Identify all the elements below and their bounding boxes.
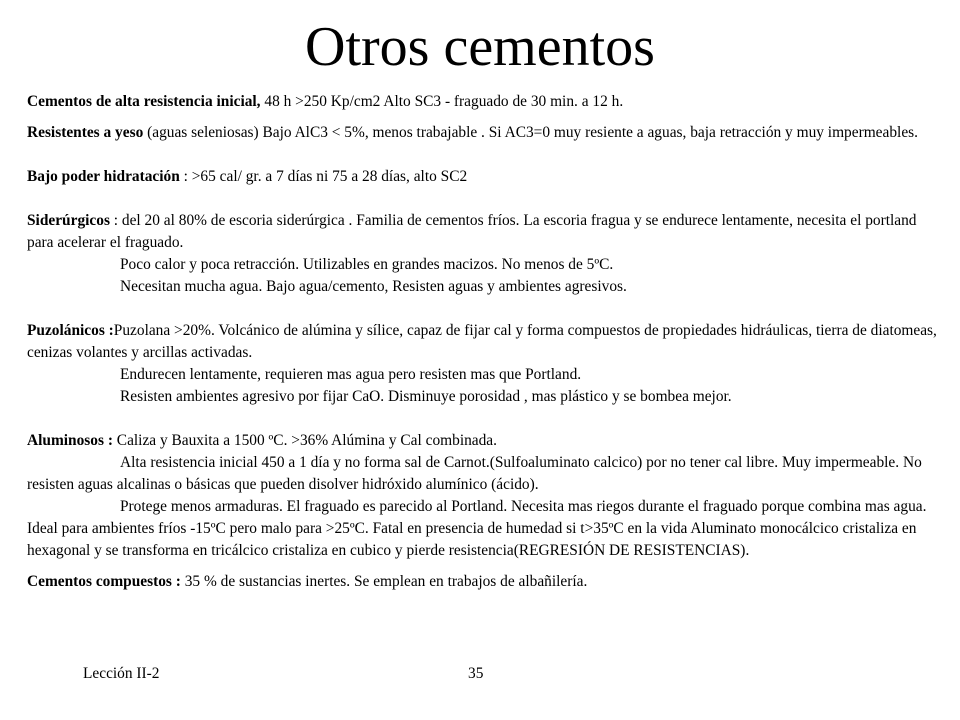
label-resistentes-yeso: Resistentes a yeso xyxy=(27,124,144,141)
label-puzolanicos: Puzolánicos : xyxy=(27,322,114,339)
paragraph-compuestos xyxy=(27,571,942,593)
text-siderurgicos: : del 20 al 80% de escoria siderúrgica . Familia de cementos fríos. La escoria fragua y se endurece lentamente, necesita el portland para acelerar el fraguado. xyxy=(27,212,917,251)
aluminosos-point-2: Protege menos armaduras. El fraguado es parecido al Portland. Necesita mas riegos durante el fraguado porque combina mas agua. Ideal para ambientes fríos -15ºC pero malo para >25ºC. Fatal en presencia de humedad si t>35ºC en la vida Aluminato monocálcico cristaliza en hexagonal y se transforma en tricálcico cristaliza en cubico y pierde resistencia(REGRESIÓN DE RESISTENCIAS). xyxy=(27,498,927,559)
label-alta-resistencia: Cementos de alta resistencia inicial, xyxy=(27,93,261,110)
text-bajo-hidratacion: : >65 cal/ gr. a 7 días ni 75 a 28 días, alto SC2 xyxy=(179,168,468,185)
text-resistentes-yeso: (aguas seleniosas) Bajo AlC3 < 5%, menos trabajable . Si AC3=0 muy resiente a aguas, baja retracción y muy impermeables. xyxy=(143,124,918,141)
paragraph-resistentes-yeso xyxy=(27,122,942,144)
footer-lesson: Lección II-2 xyxy=(83,665,160,682)
label-bajo-hidratacion: Bajo poder hidratación xyxy=(27,168,180,185)
puzolanicos-point-2: Resisten ambientes agresivo por fijar CaO. Disminuye porosidad , mas plástico y se bombea mejor. xyxy=(120,388,732,405)
label-siderurgicos: Siderúrgicos xyxy=(27,212,110,229)
siderurgicos-point-2: Necesitan mucha agua. Bajo agua/cemento, Resisten aguas y ambientes agresivos. xyxy=(120,278,627,295)
label-aluminosos: Aluminosos : xyxy=(27,432,113,449)
slide-title: Otros cementos xyxy=(305,16,655,78)
paragraph-bajo-hidratacion xyxy=(27,166,942,188)
text-aluminosos: Caliza y Bauxita a 1500 ºC. >36% Alúmina y Cal combinada. xyxy=(112,432,497,449)
paragraph-alta-resistencia xyxy=(27,91,942,113)
text-puzolanicos: Puzolana >20%. Volcánico de alúmina y sílice, capaz de fijar cal y forma compuestos de propiedades hidráulicas, tierra de diatomeas, cenizas volantes y arcillas activadas. xyxy=(27,322,937,361)
text-alta-resistencia: 48 h >250 Kp/cm2 Alto SC3 - fraguado de 30 min. a 12 h. xyxy=(260,93,624,110)
paragraph-siderurgicos xyxy=(27,210,942,254)
slide-content xyxy=(27,91,942,593)
text-compuestos: 35 % de sustancias inertes. Se emplean en trabajos de albañilería. xyxy=(180,573,588,590)
paragraph-puzolanicos xyxy=(27,320,942,364)
footer-page-number: 35 xyxy=(468,665,484,682)
paragraph-aluminosos xyxy=(27,430,942,452)
siderurgicos-point-1: Poco calor y poca retracción. Utilizables en grandes macizos. No menos de 5ºC. xyxy=(120,256,614,273)
puzolanicos-point-1: Endurecen lentamente, requieren mas agua pero resisten mas que Portland. xyxy=(120,366,582,383)
aluminosos-point-1: Alta resistencia inicial 450 a 1 día y no forma sal de Carnot.(Sulfoaluminato calcico) por no tener cal libre. Muy impermeable. No resisten aguas alcalinas o básicas que pueden disolver hidróxido alumínico (ácido). xyxy=(27,454,922,493)
label-compuestos: Cementos compuestos : xyxy=(27,573,181,590)
